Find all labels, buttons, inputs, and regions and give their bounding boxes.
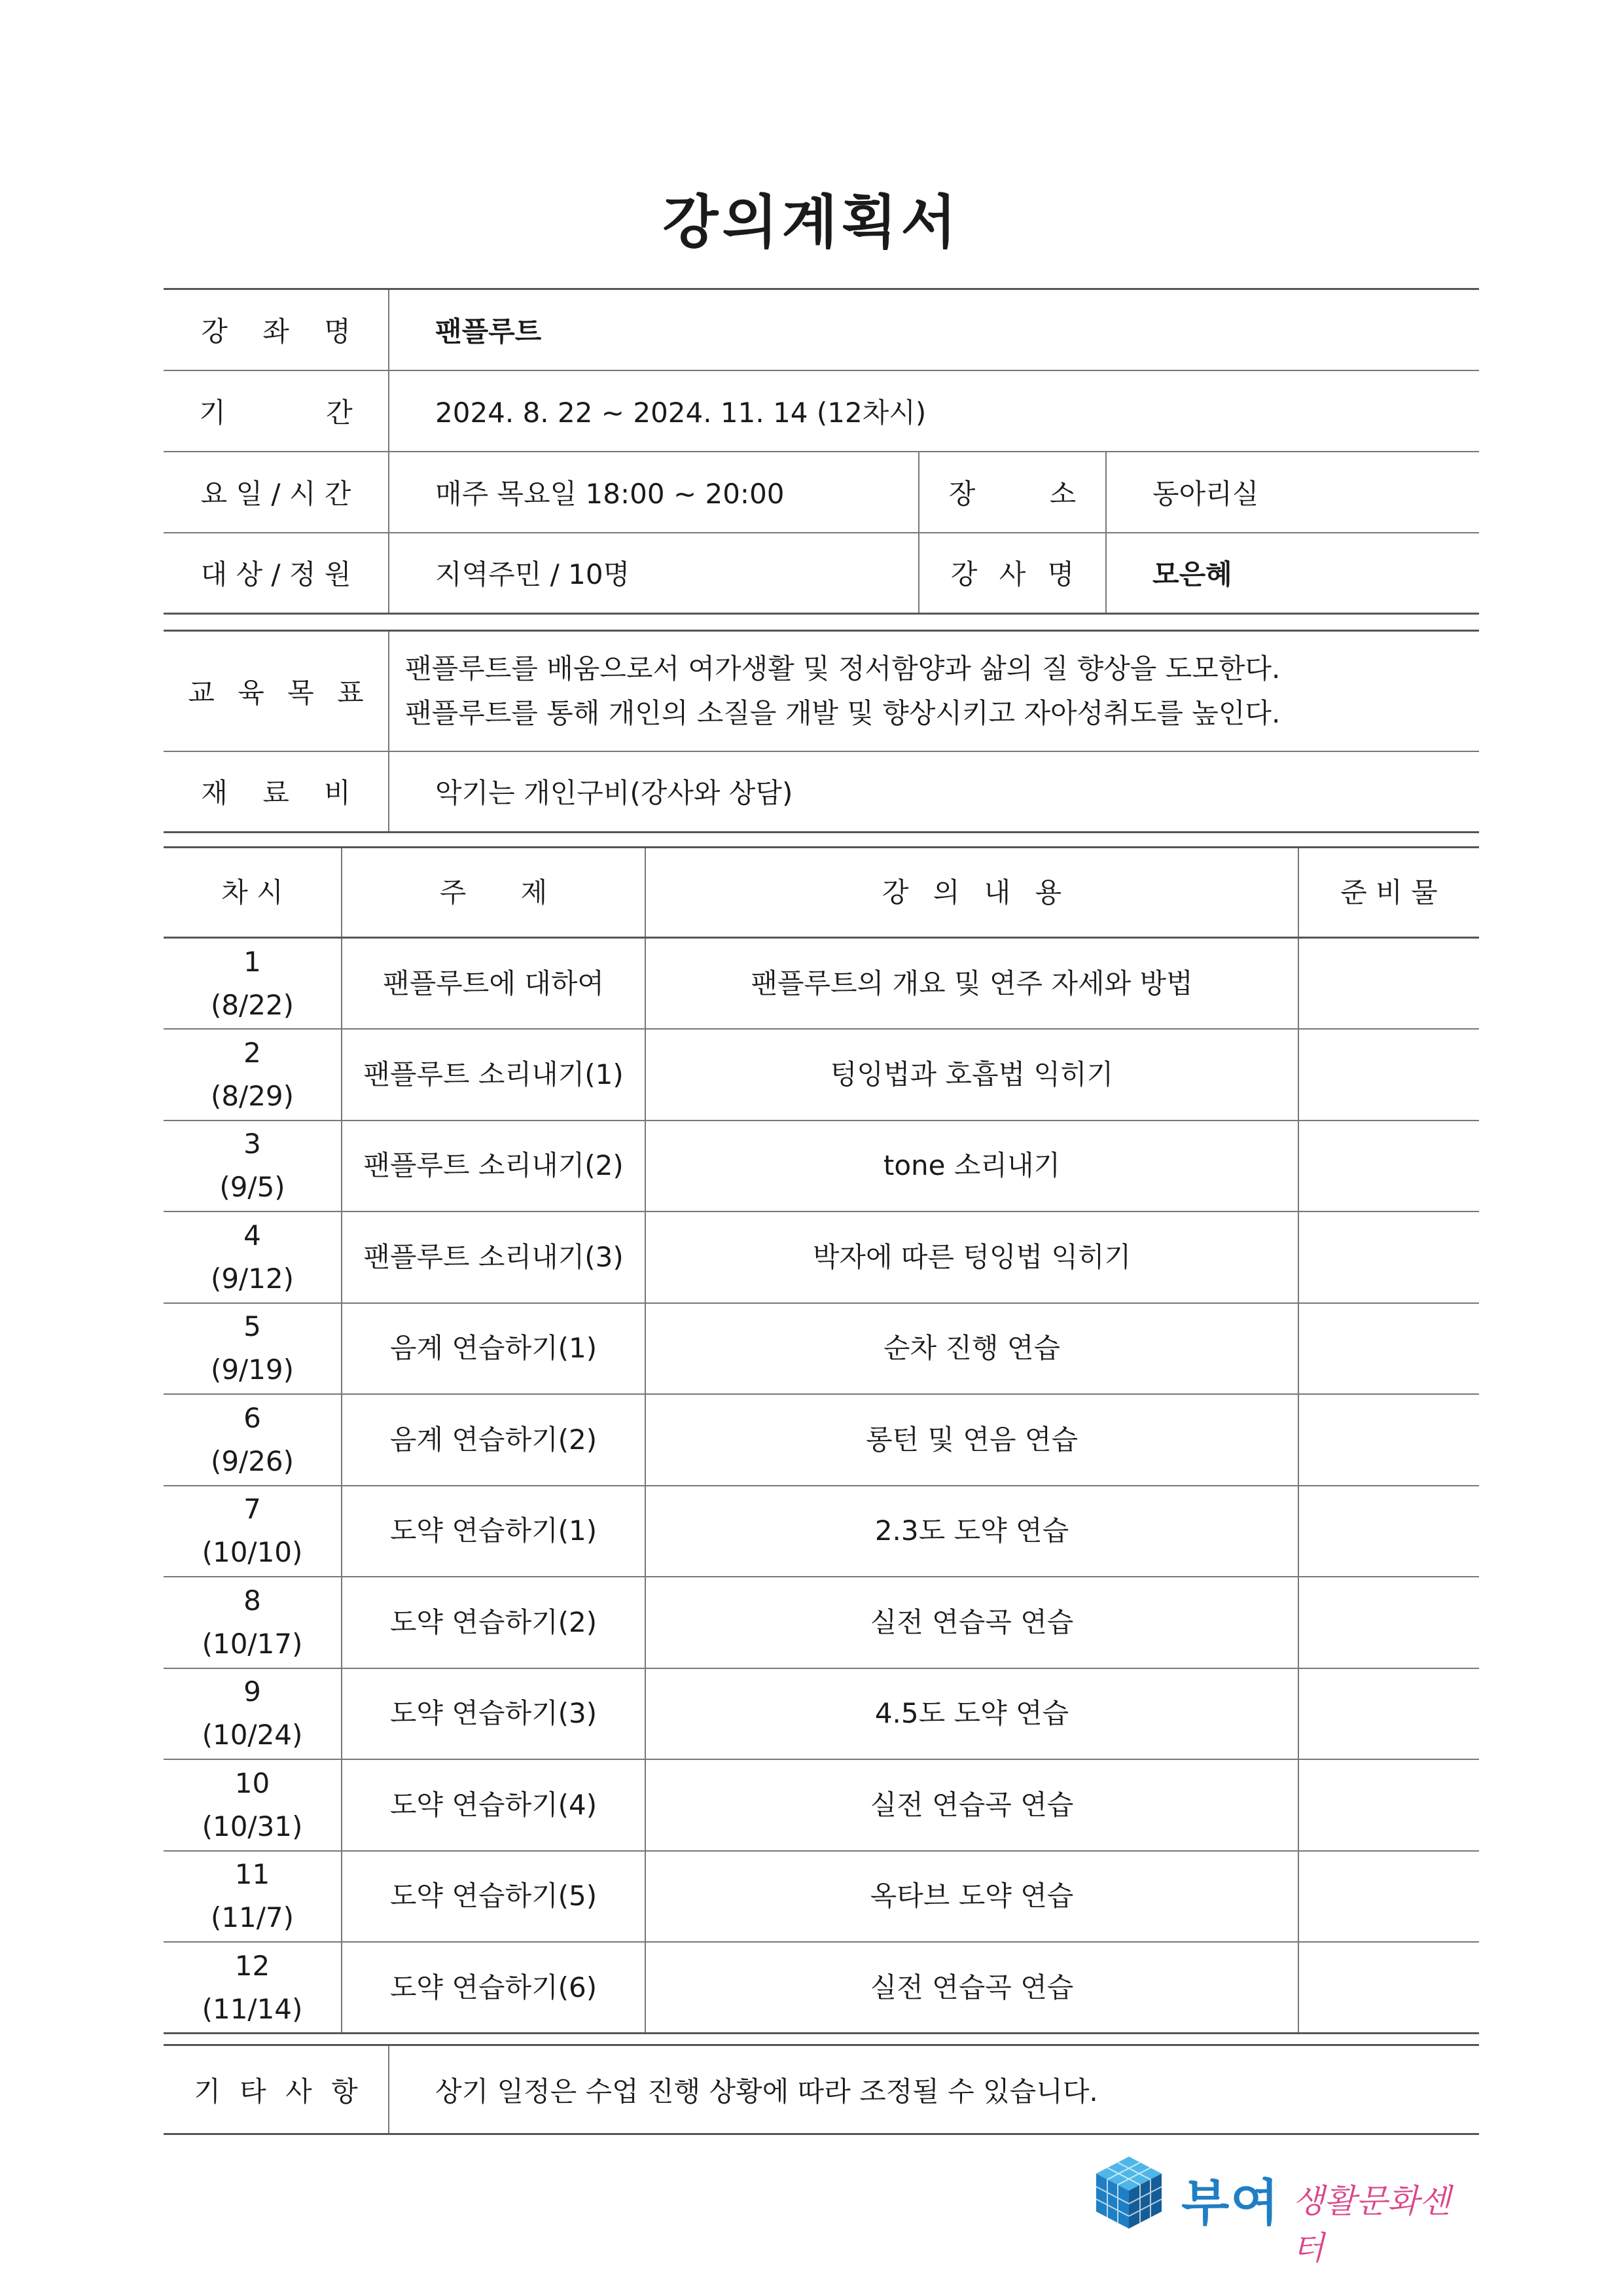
session-cell bbox=[164, 1211, 342, 1303]
daytime-row bbox=[164, 452, 1479, 533]
session-number: 4 bbox=[243, 1219, 261, 1251]
topic-cell: 도약 연습하기(3) bbox=[342, 1668, 645, 1760]
header-content: 강 의 내 용 bbox=[645, 848, 1298, 938]
material-label: 재 료 비 bbox=[164, 751, 389, 833]
session-number: 6 bbox=[243, 1401, 261, 1434]
session-number: 11 bbox=[234, 1858, 270, 1891]
session-date: (10/10) bbox=[202, 1536, 303, 1569]
content-cell: 팬플루트의 개요 및 연주 자세와 방법 bbox=[645, 938, 1298, 1030]
topic-cell: 도약 연습하기(5) bbox=[342, 1851, 645, 1943]
topic-cell: 팬플루트 소리내기(2) bbox=[342, 1121, 645, 1212]
session-cell bbox=[164, 1394, 342, 1486]
session-cell bbox=[164, 1668, 342, 1760]
prep-cell bbox=[1298, 1394, 1479, 1486]
goals-label: 교 육 목 표 bbox=[164, 631, 389, 751]
session-date: (9/19) bbox=[210, 1354, 294, 1386]
daytime-value: 매주 목요일 18:00 ~ 20:00 bbox=[389, 452, 919, 533]
period-row bbox=[164, 370, 1479, 452]
content-cell: tone 소리내기 bbox=[645, 1121, 1298, 1212]
schedule-row bbox=[164, 1759, 1479, 1851]
prep-cell bbox=[1298, 1851, 1479, 1943]
topic-cell: 팬플루트 소리내기(3) bbox=[342, 1211, 645, 1303]
logo-main-text: 부여 bbox=[1181, 2174, 1280, 2232]
schedule-row bbox=[164, 1211, 1479, 1303]
prep-cell bbox=[1298, 938, 1479, 1030]
header-topic: 주 제 bbox=[342, 848, 645, 938]
course-info-table bbox=[164, 288, 1479, 615]
schedule-table bbox=[164, 846, 1479, 2034]
session-date: (11/14) bbox=[202, 1992, 303, 2025]
prep-cell bbox=[1298, 1759, 1479, 1851]
goals-value bbox=[389, 631, 1479, 751]
session-number: 2 bbox=[243, 1036, 261, 1069]
session-date: (9/12) bbox=[210, 1262, 294, 1295]
session-cell bbox=[164, 1303, 342, 1395]
session-cell bbox=[164, 938, 342, 1030]
instructor-value: 모은혜 bbox=[1106, 533, 1479, 614]
material-row bbox=[164, 751, 1479, 833]
period-label: 기 간 bbox=[164, 370, 389, 452]
content-cell: 실전 연습곡 연습 bbox=[645, 1759, 1298, 1851]
session-cell bbox=[164, 1121, 342, 1212]
place-value: 동아리실 bbox=[1106, 452, 1479, 533]
course-value: 팬플루트 bbox=[389, 289, 1479, 370]
prep-cell bbox=[1298, 1486, 1479, 1577]
target-row bbox=[164, 533, 1479, 614]
session-date: (10/31) bbox=[202, 1810, 303, 1842]
course-row bbox=[164, 289, 1479, 370]
topic-cell: 팬플루트에 대하여 bbox=[342, 938, 645, 1030]
session-date: (10/24) bbox=[202, 1719, 303, 1751]
schedule-row bbox=[164, 1486, 1479, 1577]
instructor-label: 강 사 명 bbox=[919, 533, 1106, 614]
topic-cell: 도약 연습하기(6) bbox=[342, 1942, 645, 2034]
etc-row bbox=[164, 2045, 1479, 2134]
prep-cell bbox=[1298, 1211, 1479, 1303]
etc-value: 상기 일정은 수업 진행 상황에 따라 조정될 수 있습니다. bbox=[389, 2045, 1479, 2134]
session-number: 3 bbox=[243, 1128, 261, 1160]
schedule-row bbox=[164, 1942, 1479, 2034]
session-number: 10 bbox=[234, 1767, 270, 1799]
session-cell bbox=[164, 1577, 342, 1668]
schedule-body bbox=[164, 938, 1479, 2034]
session-cell bbox=[164, 1942, 342, 2034]
goal-line-2: 팬플루트를 통해 개인의 소질을 개발 및 향상시키고 자아성취도를 높인다. bbox=[405, 696, 1281, 729]
schedule-row bbox=[164, 1851, 1479, 1943]
content-cell: 롱턴 및 연음 연습 bbox=[645, 1394, 1298, 1486]
topic-cell: 도약 연습하기(4) bbox=[342, 1759, 645, 1851]
session-date: (9/26) bbox=[210, 1444, 294, 1477]
session-date: (10/17) bbox=[202, 1627, 303, 1660]
schedule-row bbox=[164, 1029, 1479, 1121]
header-session: 차 시 bbox=[164, 848, 342, 938]
session-number: 9 bbox=[243, 1676, 261, 1708]
schedule-row bbox=[164, 1668, 1479, 1760]
prep-cell bbox=[1298, 1303, 1479, 1395]
topic-cell: 도약 연습하기(1) bbox=[342, 1486, 645, 1577]
topic-cell: 팬플루트 소리내기(1) bbox=[342, 1029, 645, 1121]
session-number: 12 bbox=[234, 1949, 270, 1982]
session-date: (8/22) bbox=[210, 988, 294, 1021]
course-label: 강 좌 명 bbox=[164, 289, 389, 370]
daytime-label: 요 일 / 시 간 bbox=[164, 452, 389, 533]
session-cell bbox=[164, 1759, 342, 1851]
schedule-row bbox=[164, 1577, 1479, 1668]
session-cell bbox=[164, 1851, 342, 1943]
schedule-header bbox=[164, 848, 1479, 938]
header-prep: 준 비 물 bbox=[1298, 848, 1479, 938]
etc-table bbox=[164, 2044, 1479, 2135]
session-number: 7 bbox=[243, 1493, 261, 1526]
session-number: 1 bbox=[243, 945, 261, 978]
content-cell: 순차 진행 연습 bbox=[645, 1303, 1298, 1395]
goals-row bbox=[164, 631, 1479, 751]
schedule-row bbox=[164, 1303, 1479, 1395]
logo-sub-text: 생활문화센터 bbox=[1293, 2182, 1451, 2267]
session-number: 5 bbox=[243, 1310, 261, 1343]
center-logo bbox=[1086, 2150, 1479, 2267]
content-cell: 2.3도 도약 연습 bbox=[645, 1486, 1298, 1577]
place-label: 장 소 bbox=[919, 452, 1106, 533]
content-cell: 4.5도 도약 연습 bbox=[645, 1668, 1298, 1760]
topic-cell: 음계 연습하기(1) bbox=[342, 1303, 645, 1395]
material-value: 악기는 개인구비(강사와 상담) bbox=[389, 751, 1479, 833]
goals-table bbox=[164, 630, 1479, 833]
content-cell: 박자에 따른 텅잉법 익히기 bbox=[645, 1211, 1298, 1303]
prep-cell bbox=[1298, 1121, 1479, 1212]
etc-label: 기 타 사 항 bbox=[164, 2045, 389, 2134]
prep-cell bbox=[1298, 1577, 1479, 1668]
schedule-row bbox=[164, 938, 1479, 1030]
session-date: (8/29) bbox=[210, 1079, 294, 1112]
session-date: (11/7) bbox=[210, 1901, 294, 1934]
session-cell bbox=[164, 1486, 342, 1577]
topic-cell: 도약 연습하기(2) bbox=[342, 1577, 645, 1668]
content-cell: 텅잉법과 호흡법 익히기 bbox=[645, 1029, 1298, 1121]
topic-cell: 음계 연습하기(2) bbox=[342, 1394, 645, 1486]
prep-cell bbox=[1298, 1942, 1479, 2034]
prep-cell bbox=[1298, 1668, 1479, 1760]
period-value: 2024. 8. 22 ~ 2024. 11. 14 (12차시) bbox=[389, 370, 1479, 452]
schedule-row bbox=[164, 1394, 1479, 1486]
session-cell bbox=[164, 1029, 342, 1121]
content-cell: 실전 연습곡 연습 bbox=[645, 1942, 1298, 2034]
cube-logo-icon bbox=[1086, 2150, 1171, 2235]
session-date: (9/5) bbox=[219, 1171, 285, 1204]
target-label: 대 상 / 정 원 bbox=[164, 533, 389, 614]
schedule-row bbox=[164, 1121, 1479, 1212]
content-cell: 옥타브 도약 연습 bbox=[645, 1851, 1298, 1943]
prep-cell bbox=[1298, 1029, 1479, 1121]
document-title: 강의계획서 bbox=[662, 188, 961, 256]
goal-line-1: 팬플루트를 배움으로서 여가생활 및 정서함양과 삶의 질 향상을 도모한다. bbox=[405, 652, 1281, 685]
session-number: 8 bbox=[243, 1584, 261, 1617]
content-cell: 실전 연습곡 연습 bbox=[645, 1577, 1298, 1668]
target-value: 지역주민 / 10명 bbox=[389, 533, 919, 614]
